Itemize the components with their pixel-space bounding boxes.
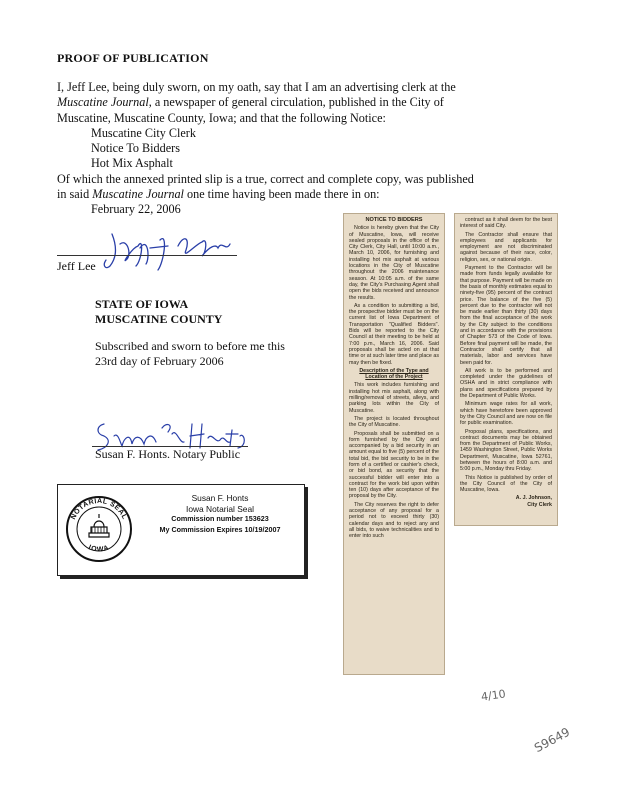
notice-item: Notice To Bidders <box>91 141 180 156</box>
publication-date: February 22, 2006 <box>91 202 181 217</box>
affidavit-line-2 <box>57 95 537 110</box>
clipping-paragraph: The project is located throughout the City of Muscatine. <box>349 415 439 429</box>
handwritten-note-2: S9649 <box>531 724 573 756</box>
clipping-signer: A. J. Johnson, <box>515 495 552 502</box>
clipping-paragraph: The Contractor shall ensure that employees and applicants for employment are not discriminated against because of their race, color, religion, sex, or national origin. <box>460 231 552 263</box>
affidavit-line-3: Muscatine, Muscatine County, Iowa; and that the following Notice: <box>57 110 386 125</box>
seal-title: Iowa Notarial Seal <box>186 503 254 514</box>
affidavit-line-1: I, Jeff Lee, being duly sworn, on my oath, say that I am an advertising clerk at the <box>57 80 456 94</box>
newspaper-name: Muscatine Journal <box>57 95 149 110</box>
affiant-signature <box>98 226 248 278</box>
clause-line-1: Of which the annexed printed slip is a true, correct and complete copy, was published <box>57 171 474 186</box>
jurat-venue <box>95 297 222 327</box>
clipping-signer-title: City Clerk <box>527 501 552 508</box>
seal-ring-top: NOTARIAL SEAL <box>70 497 128 521</box>
newspaper-clipping-column-1 <box>343 213 445 675</box>
notarial-seal-stamp <box>57 484 305 576</box>
seal-emblem-icon <box>64 491 134 569</box>
jurat-state: STATE OF IOWA <box>95 297 189 311</box>
clipping-paragraph: contract as it shall deem for the best interest of said City. <box>460 217 552 230</box>
newspaper-name-2: Muscatine Journal <box>92 187 184 202</box>
affidavit-body <box>57 80 537 218</box>
clipping-paragraph: Proposal plans, specifications, and contract documents may be obtained from the Department of Public Works, 1459 Washington Street, Public Works Department, Muscatine, Iowa 52761, between the hours of 8:00 a.m. and 5:00 p.m., Monday thru Friday. <box>460 428 552 473</box>
jurat-line-1: Subscribed and sworn to before me this <box>95 339 285 353</box>
jurat-text <box>95 339 285 369</box>
seal-notary-name: Susan F. Honts <box>191 493 249 503</box>
handwritten-note-1: 4/10 <box>480 687 507 704</box>
affiant-name: Jeff Lee <box>57 259 96 273</box>
clipping-paragraph: Notice is hereby given that the City of Muscatine, Iowa, will receive sealed proposals in the office of the City Clerk, City Hall, until 10:00 a.m., March 10, 2006, for furnishing and installing hot mix asphalt at various locations in the City of Muscatine throughout the 2006 maintenance season. At 10:05 a.m. of the same day, the City's Purchasing Agent shall open the bids received and announce the results. <box>349 225 439 301</box>
seal-expiration: My Commission Expires 10/19/2007 <box>159 524 281 534</box>
clause-2-end: one time having been made there in on: <box>183 187 380 202</box>
clipping-paragraph: Payment to the Contractor will be made from funds legally available for that purpose. Payment will be made on the basis of monthly estimates equal to ninety-five (95) percent of the contract price. The balance of the five (5) percent due to the contractor will not be made earlier than thirty (30) days from the final acceptance of the work by the City subject to the conditions and in accordance with the provisions of Chapter 573 of the Code of Iowa. Before final payment will be made, the Contractor shall certify that all materials, labor and services have been paid for. <box>460 265 552 366</box>
jurat-county: MUSCATINE COUNTY <box>95 312 223 326</box>
affidavit-line-2-rest: , a newspaper of general circulation, published in the City of <box>148 95 444 110</box>
clipping-paragraph: Proposals shall be submitted on a form furnished by the City and accompanied by a bid security in an amount equal to five (5) percent of the total bid, the bid security to be in the form of a certified or cashier's check, or bid bond, as security that the successful bidder will enter into a contract for the work bid upon within ten (10) days after acceptance of the proposal by the City. <box>349 430 439 500</box>
clipping-heading: NOTICE TO BIDDERS <box>365 217 423 223</box>
clipping-section-heading: Description of the Type and Location of the Project <box>359 367 429 381</box>
clipping-paragraph: This work includes furnishing and installing hot mix asphalt, along with milling/removal of streets, alleys, and parking lots within the City of Muscatine. <box>349 382 439 414</box>
clipping-paragraph: As a condition to submitting a bid, the prospective bidder must be on the current list of Iowa Department of Transportation "Qualified Bidders". Bids will be reported to the City Council at their meeting to be held at 7:00 p.m., March 16, 2006. Said proposals shall be acted on at that time or at such later time and place as may then be fixed. <box>349 302 439 366</box>
clause-2-start: in said <box>57 187 93 202</box>
seal-ring-bottom: IOWA <box>87 544 111 554</box>
affiant-signature-line <box>57 255 237 256</box>
clause-line-2 <box>57 187 537 202</box>
notice-item: Hot Mix Asphalt <box>91 156 173 171</box>
clipping-paragraph: All work is to be performed and completed under the guidelines of OSHA and in strict compliance with plans and specifications prepared by the Department of Public Works. <box>460 367 552 400</box>
newspaper-clipping-column-2 <box>454 213 558 526</box>
clipping-paragraph: Minimum wage rates for all work, which have heretofore been approved by the City Council and are now on file for public examination. <box>460 401 552 427</box>
seal-text-block <box>138 493 302 535</box>
seal-commission-number: Commission number 153623 <box>171 514 269 523</box>
jurat-line-2: 23rd day of February 2006 <box>95 354 224 368</box>
clipping-paragraph: This Notice is published by order of the City Council of the City of Muscatine, Iowa. <box>460 474 552 494</box>
svg-text:IOWA <box>87 544 110 553</box>
clipping-paragraph: The City reserves the right to defer acceptance of any proposal for a period not to exceed thirty (30) calendar days and to reject any and all bids, to waive technicalities and to enter into such <box>349 501 439 540</box>
page-title: PROOF OF PUBLICATION <box>57 51 209 65</box>
notice-item: Muscatine City Clerk <box>91 125 196 140</box>
notary-name-title: Susan F. Honts. Notary Public <box>95 447 241 461</box>
